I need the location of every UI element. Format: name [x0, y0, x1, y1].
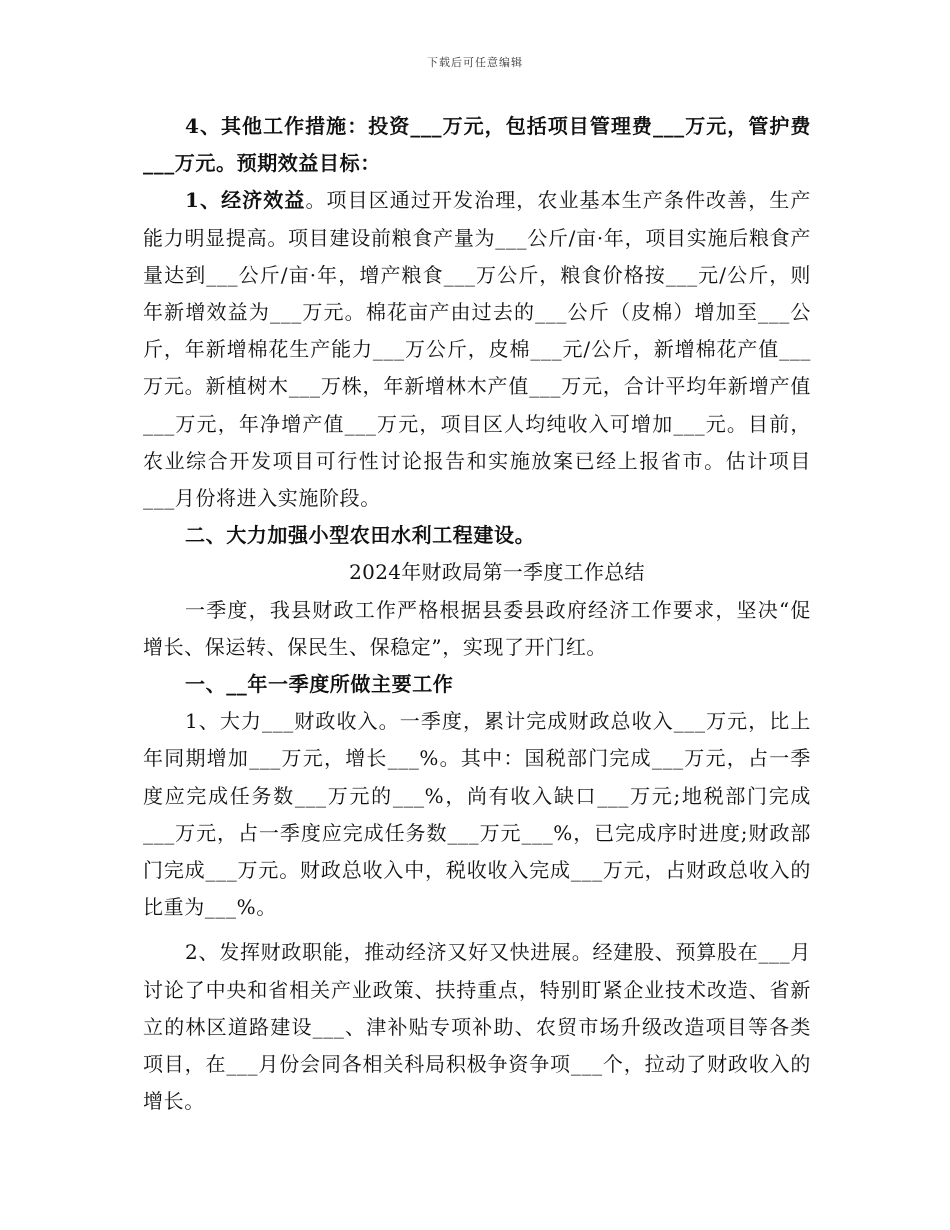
header-note: 下载后可任意编辑 [427, 56, 523, 69]
report-title: 2024年财政局第一季度工作总结 [349, 560, 645, 585]
economic-benefit-text: 。项目区通过开发治理，农业基本生产条件改善，生产能力明显提高。项目建设前粮食产量为___公斤/亩·年，项目实施后粮食产量达到___公斤/亩·年，增产粮食___万公斤，粮食价格按___元/公斤，则年新增效益为___万元。棉花亩产由过去的___公斤（皮棉）增加至___公斤，年新增棉花生产能力___万公斤，皮棉___元/公斤，新增棉花产值___万元。新植树木___万株，年新增林木产值___万元，合计平均年新增产值___万元，年净增产值___万元，项目区人均纯收入可增加___元。目前，农业综合开发项目可行性讨论报告和实施放案已经上报省市。估计项目___月份将进入实施阶段。 [143, 188, 811, 511]
paragraph-fiscal-functions: 2、发挥财政职能，推动经济又好又快进展。经建股、预算股在___月讨论了中央和省相关产业政策、扶持重点，特别盯紧企业技术改造、省新立的林区道路建设___、津补贴专项补助、农贸市场升级改造项目等各类项目，在___月份会同各相关科局积极争资争项___个，拉动了财政收入的增长。 [143, 940, 811, 1114]
paragraph-measures: 4、其他工作措施：投资___万元，包括项目管理费___万元，管护费___万元。预期效益目标： [143, 114, 811, 176]
section-heading-irrigation: 二、大力加强小型农田水利工程建设。 [185, 523, 536, 548]
paragraph-revenue: 1、大力___财政收入。一季度，累计完成财政总收入___万元，比上年同期增加___万元，增长___%。其中：国税部门完成___万元，占一季度应完成任务数___万元的___%，尚有收入缺口___万元;地税部门完成___万元，占一季度应完成任务数___万元___%，已完成序时进度;财政部门完成___万元。财政总收入中，税收收入完成___万元，占财政总收入的比重为___%。 [143, 709, 811, 920]
paragraph-economic-benefit [143, 182, 811, 517]
section-heading-main-work: 一、__年一季度所做主要工作 [185, 672, 454, 697]
paragraph-intro: 一季度，我县财政工作严格根据县委县政府经济工作要求，坚决“促增长、保运转、保民生、保稳定”，实现了开门红。 [143, 597, 811, 659]
economic-benefit-heading: 1、经济效益 [185, 188, 306, 213]
document-body [143, 108, 811, 1120]
